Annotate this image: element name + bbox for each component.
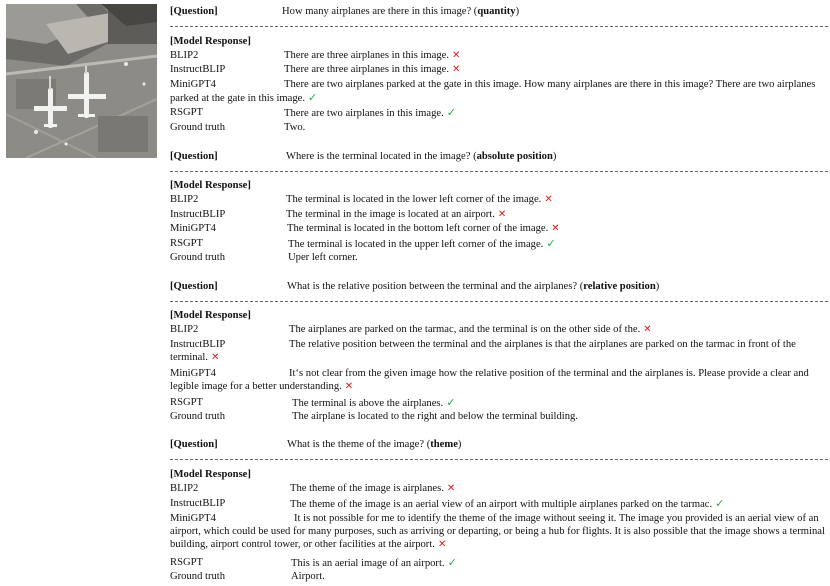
cross-icon: ✕	[452, 50, 461, 61]
question-label: [Question]	[170, 439, 218, 450]
model-name: BLIP2	[170, 194, 199, 205]
response-text: Uper left corner.	[288, 252, 358, 263]
response-row	[170, 222, 828, 235]
model-name: BLIP2	[170, 324, 199, 335]
response-row	[170, 193, 828, 206]
cross-icon: ✕	[544, 194, 553, 205]
response-row	[170, 78, 828, 105]
cross-icon: ✕	[497, 209, 507, 220]
response-row	[170, 410, 828, 423]
response-row	[170, 237, 828, 251]
response-text: There are two airplanes in this image.	[284, 108, 444, 119]
cross-icon: ✕	[643, 324, 652, 335]
model-name: Ground truth	[170, 571, 226, 582]
response-row	[170, 208, 828, 221]
response-text: The theme of the image is airplanes.	[290, 483, 444, 494]
divider	[170, 171, 828, 172]
question-text: Where is the terminal located in the image? (absolute position)	[286, 151, 557, 162]
question-row	[170, 5, 520, 19]
model-name: RSGPT	[170, 557, 203, 568]
question-text: What is the theme of the image? (theme)	[287, 439, 462, 450]
model-name: InstructBLIP	[170, 498, 226, 509]
response-text: Two.	[284, 122, 306, 133]
model-name: InstructBLIP	[170, 64, 226, 75]
response-label: [Model Response]	[170, 310, 251, 321]
response-row	[170, 512, 828, 552]
model-name: RSGPT	[170, 107, 203, 118]
response-row	[170, 367, 828, 393]
question-label: [Question]	[170, 151, 218, 162]
response-row	[170, 121, 828, 134]
check-icon: ✓	[715, 497, 725, 510]
cross-icon: ✕	[446, 483, 456, 494]
question-label: [Question]	[170, 6, 218, 17]
check-icon: ✓	[546, 237, 556, 250]
response-text: The terminal is located in the upper left corner of the image.	[288, 239, 544, 250]
model-name: RSGPT	[170, 397, 203, 408]
model-name: RSGPT	[170, 238, 203, 249]
model-name: MiniGPT4	[170, 223, 216, 234]
response-text: There are three airplanes in this image.	[284, 50, 450, 61]
response-label: [Model Response]	[170, 469, 251, 480]
model-name: BLIP2	[170, 483, 199, 494]
check-icon: ✓	[446, 106, 456, 119]
response-row	[170, 49, 828, 62]
question-row	[170, 280, 660, 294]
check-icon: ✓	[447, 556, 457, 569]
model-name: InstructBLIP	[170, 339, 226, 350]
cross-icon: ✕	[452, 64, 461, 75]
cross-icon: ✕	[210, 352, 220, 364]
question-text: How many airplanes are there in this image? (quantity)	[282, 6, 520, 17]
divider	[170, 301, 828, 302]
response-text: The terminal is above the airplanes.	[292, 398, 444, 409]
response-row	[170, 106, 828, 120]
response-text: The airplanes are parked on the tarmac, and the terminal is on the other side of the.	[289, 324, 641, 335]
response-text: The theme of the image is an aerial view of an airport with multiple airplanes parked on the tarmac.	[290, 499, 713, 510]
response-row	[170, 570, 828, 583]
response-label: [Model Response]	[170, 36, 251, 47]
response-text: It‘s not clear from the given image how the relative position of the terminal and the airplanes is. Please provide a clear and legible image for a better understanding.	[170, 368, 809, 393]
model-name: Ground truth	[170, 411, 226, 422]
model-name: MiniGPT4	[170, 368, 216, 379]
check-icon: ✓	[446, 396, 456, 409]
response-text: There are two airplanes parked at the gate in this image. How many airplanes are there in this image? There are two airplanes parked at the gate in this image.	[170, 79, 816, 105]
response-label: [Model Response]	[170, 180, 251, 191]
response-text: The terminal is located in the bottom left corner of the image.	[287, 223, 549, 234]
cross-icon: ✕	[344, 381, 354, 393]
response-text: The relative position between the terminal and the airplanes is that the airplanes are parked on the tarmac in front of the terminal.	[170, 339, 796, 364]
response-row	[170, 482, 828, 495]
response-row	[170, 251, 828, 264]
response-text: Airport.	[291, 571, 325, 582]
divider	[170, 459, 828, 460]
question-label: [Question]	[170, 281, 218, 292]
model-name: Ground truth	[170, 122, 226, 133]
response-row	[170, 63, 828, 76]
question-text: What is the relative position between the terminal and the airplanes? (relative position)	[287, 281, 660, 292]
airport-aerial-image	[6, 4, 157, 158]
response-row	[170, 556, 828, 570]
cross-icon: ✕	[551, 223, 560, 234]
model-name: InstructBLIP	[170, 209, 226, 220]
question-row	[170, 150, 557, 164]
model-name: Ground truth	[170, 252, 226, 263]
model-name: MiniGPT4	[170, 513, 216, 524]
response-text: The terminal is located in the lower left corner of the image.	[286, 194, 542, 205]
response-text: It is not possible for me to identify the theme of the image without seeing it. The image you provided is an aerial view of an airport, which could be used for many purposes, such as arriving or departing, or being a hub for flights. It is also possible that the image shows a terminal building, airport control tower, or other facilities at the airport.	[170, 513, 825, 551]
response-row	[170, 396, 828, 410]
question-row	[170, 438, 462, 452]
model-name: MiniGPT4	[170, 79, 216, 90]
response-text: There are three airplanes in this image.	[284, 64, 450, 75]
response-row	[170, 497, 828, 511]
response-text: The terminal in the image is located at an airport.	[286, 209, 495, 220]
response-row	[170, 338, 828, 364]
check-icon: ✓	[308, 91, 318, 105]
response-text: This is an aerial image of an airport.	[291, 558, 445, 569]
cross-icon: ✕	[437, 539, 447, 551]
response-row	[170, 323, 828, 336]
response-text: The airplane is located to the right and below the terminal building.	[292, 411, 578, 422]
divider	[170, 26, 828, 27]
model-name: BLIP2	[170, 50, 199, 61]
